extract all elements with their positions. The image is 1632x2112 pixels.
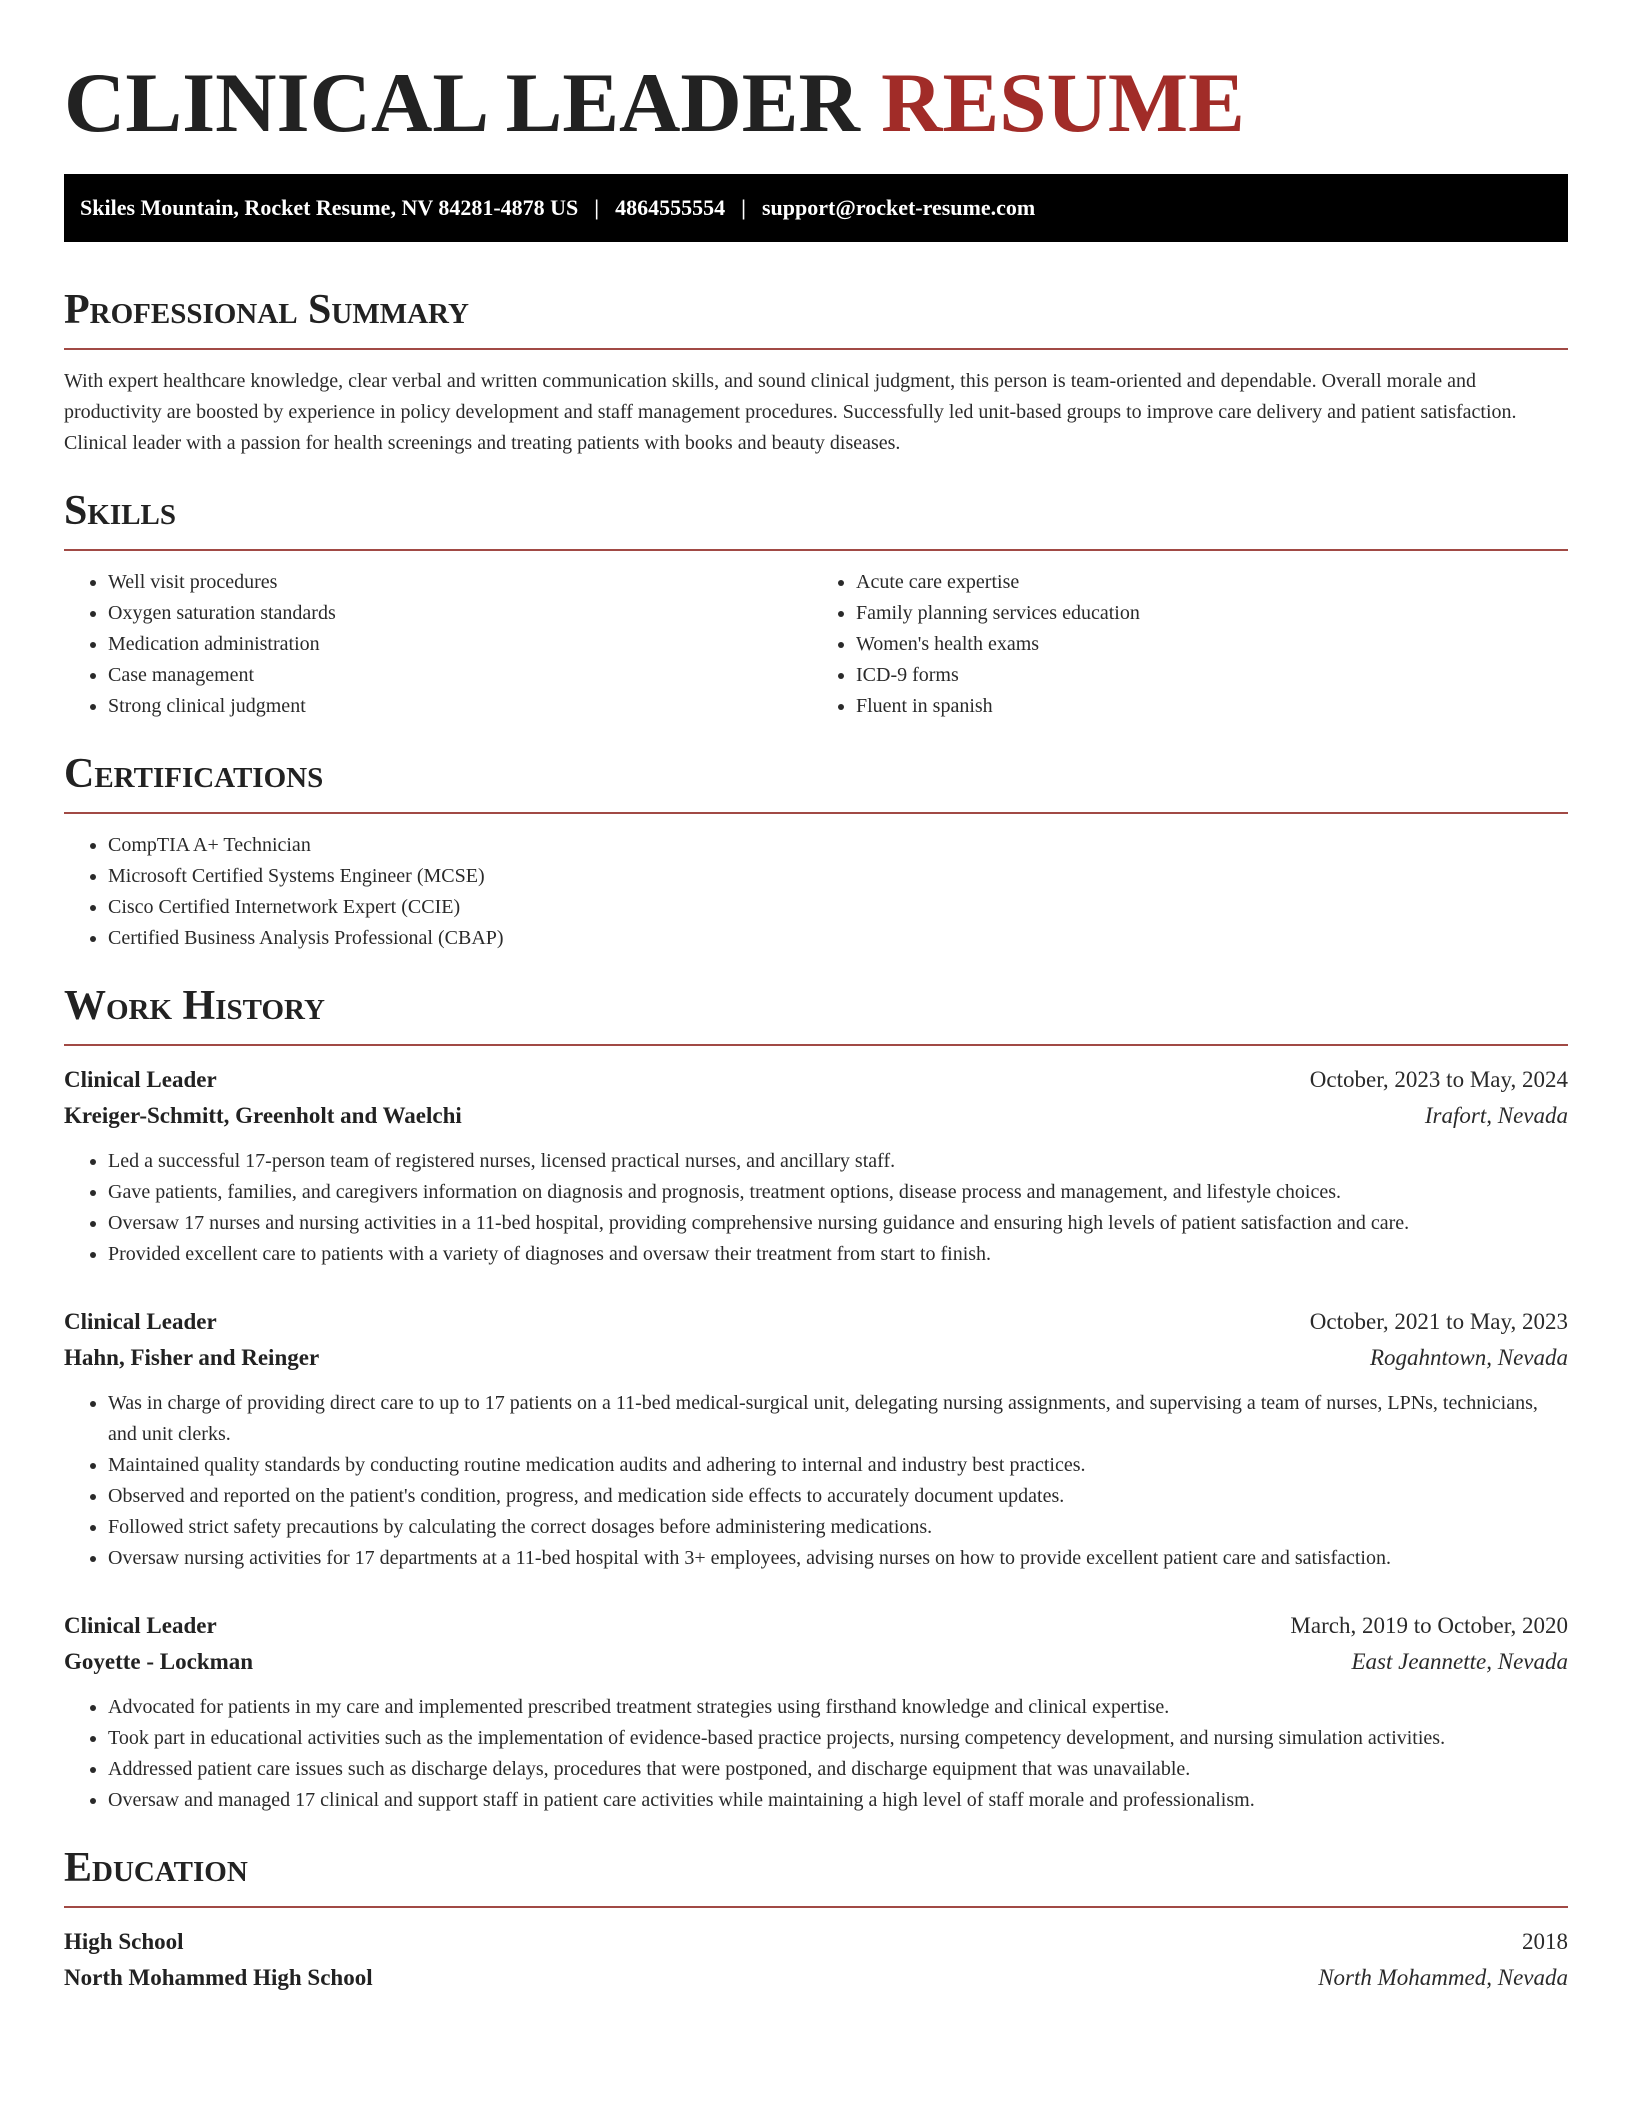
job-duty: • Was in charge of providing direct care to up to 17 patients on a 11-bed medical-surgical unit, delegating nursing assignments, and supervising a team of nurses, LPNs, technicians, and unit clerks. bbox=[108, 1388, 1568, 1450]
job-duty: • Led a successful 17-person team of registered nurses, licensed practical nurses, and ancillary staff. bbox=[108, 1146, 1568, 1177]
job-duty: • Maintained quality standards by conducting routine medication audits and adhering to internal and industry best practices. bbox=[108, 1450, 1568, 1481]
certification-item: • Microsoft Certified Systems Engineer (MCSE) bbox=[108, 861, 1568, 892]
job-entry bbox=[64, 1304, 1568, 1574]
job-dates: October, 2021 to May, 2023 bbox=[1309, 1309, 1568, 1334]
certifications-section bbox=[64, 750, 1568, 954]
job-duty: • Oversaw and managed 17 clinical and support staff in patient care activities while maintaining a high level of staff morale and professionalism. bbox=[108, 1785, 1568, 1816]
education-school: North Mohammed High School bbox=[64, 1965, 373, 1990]
job-company: Kreiger-Schmitt, Greenholt and Waelchi bbox=[64, 1103, 462, 1128]
job-company-row bbox=[64, 1340, 1568, 1376]
job-duties-list bbox=[64, 1388, 1568, 1574]
contact-separator: | bbox=[741, 195, 746, 220]
summary-text: With expert healthcare knowledge, clear verbal and written communication skills, and sound clinical judgment, this person is team-oriented and dependable. Overall morale and productivity are boosted by experience in policy development and staff management procedures. Successfully led unit-based groups to improve care delivery and patient satisfaction. Clinical leader with a passion for health screenings and treating patients with books and beauty diseases. bbox=[64, 370, 1517, 454]
job-title: Clinical Leader bbox=[64, 1309, 217, 1334]
certification-item: • Certified Business Analysis Professional (CBAP) bbox=[108, 923, 1568, 954]
job-duty: • Advocated for patients in my care and implemented prescribed treatment strategies using firsthand knowledge and clinical expertise. bbox=[108, 1692, 1568, 1723]
job-dates: October, 2023 to May, 2024 bbox=[1309, 1067, 1568, 1092]
certification-item: • CompTIA A+ Technician bbox=[108, 830, 1568, 861]
skills-heading: Skills bbox=[64, 487, 1568, 551]
job-duty: • Followed strict safety precautions by calculating the correct dosages before administering medications. bbox=[108, 1512, 1568, 1543]
contact-phone: 4864555554 bbox=[615, 195, 726, 220]
certifications-heading: Certifications bbox=[64, 750, 1568, 814]
education-school-row bbox=[64, 1960, 1568, 1996]
education-location: North Mohammed, Nevada bbox=[1318, 1965, 1568, 1990]
skill-item: • ICD-9 forms bbox=[856, 660, 1568, 691]
job-company-row bbox=[64, 1098, 1568, 1134]
job-title: Clinical Leader bbox=[64, 1067, 217, 1092]
title-accent: RESUME bbox=[881, 56, 1245, 150]
skills-section bbox=[64, 487, 1568, 722]
skill-item: • Acute care expertise bbox=[856, 567, 1568, 598]
skill-item: • Medication administration bbox=[108, 629, 816, 660]
job-duty: • Oversaw nursing activities for 17 departments at a 11-bed hospital with 3+ employees, advising nurses on how to provide excellent patient care and satisfaction. bbox=[108, 1543, 1568, 1574]
job-duty: • Addressed patient care issues such as discharge delays, procedures that were postponed, and discharge equipment that was unavailable. bbox=[108, 1754, 1568, 1785]
job-title-row bbox=[64, 1062, 1568, 1098]
education-section bbox=[64, 1844, 1568, 1996]
skill-item: • Family planning services education bbox=[856, 598, 1568, 629]
job-title-row bbox=[64, 1608, 1568, 1644]
job-location: East Jeannette, Nevada bbox=[1351, 1649, 1568, 1674]
job-location: Rogahntown, Nevada bbox=[1369, 1345, 1568, 1370]
skill-item: • Fluent in spanish bbox=[856, 691, 1568, 722]
job-company: Goyette - Lockman bbox=[64, 1649, 254, 1674]
contact-bar bbox=[64, 174, 1568, 242]
job-duty: • Oversaw 17 nurses and nursing activities in a 11-bed hospital, providing comprehensive nursing guidance and ensuring high levels of patient satisfaction and care. bbox=[108, 1208, 1568, 1239]
job-title-row bbox=[64, 1304, 1568, 1340]
summary-section bbox=[64, 286, 1568, 459]
skills-list-left bbox=[64, 567, 816, 722]
skill-item: • Strong clinical judgment bbox=[108, 691, 816, 722]
education-degree: High School bbox=[64, 1929, 184, 1954]
contact-separator: | bbox=[594, 195, 600, 220]
job-location: Irafort, Nevada bbox=[1424, 1103, 1568, 1128]
certification-item: • Cisco Certified Internetwork Expert (CCIE) bbox=[108, 892, 1568, 923]
job-duty: • Provided excellent care to patients with a variety of diagnoses and oversaw their treatment from start to finish. bbox=[108, 1239, 1568, 1270]
skill-item: • Case management bbox=[108, 660, 816, 691]
job-duties-list bbox=[64, 1146, 1568, 1270]
job-company: Hahn, Fisher and Reinger bbox=[64, 1345, 320, 1370]
skills-list-right bbox=[816, 567, 1568, 722]
contact-address: Skiles Mountain, Rocket Resume, NV 84281-4878 US bbox=[80, 195, 579, 220]
resume-title bbox=[64, 54, 1568, 152]
title-main: CLINICAL LEADER bbox=[64, 56, 860, 150]
contact-email: support@rocket-resume.com bbox=[762, 195, 1036, 220]
job-duties-list bbox=[64, 1692, 1568, 1816]
education-degree-row bbox=[64, 1924, 1568, 1960]
education-heading: Education bbox=[64, 1844, 1568, 1908]
work-history-section bbox=[64, 982, 1568, 1816]
education-entry bbox=[64, 1924, 1568, 1996]
skill-item: • Women's health exams bbox=[856, 629, 1568, 660]
job-duty: • Took part in educational activities such as the implementation of evidence-based practice projects, nursing competency development, and nursing simulation activities. bbox=[108, 1723, 1568, 1754]
job-entry bbox=[64, 1608, 1568, 1816]
skill-item: • Well visit procedures bbox=[108, 567, 816, 598]
job-company-row bbox=[64, 1644, 1568, 1680]
job-entry bbox=[64, 1062, 1568, 1270]
job-duty: • Observed and reported on the patient's condition, progress, and medication side effects to accurately document updates. bbox=[108, 1481, 1568, 1512]
skill-item: • Oxygen saturation standards bbox=[108, 598, 816, 629]
job-dates: March, 2019 to October, 2020 bbox=[1290, 1613, 1568, 1638]
skills-grid bbox=[64, 551, 1568, 722]
job-title: Clinical Leader bbox=[64, 1613, 217, 1638]
education-year: 2018 bbox=[1522, 1929, 1568, 1954]
certifications-list bbox=[64, 830, 1568, 954]
summary-heading: Professional Summary bbox=[64, 286, 1568, 350]
work-history-heading: Work History bbox=[64, 982, 1568, 1046]
job-duty: • Gave patients, families, and caregivers information on diagnosis and prognosis, treatment options, disease process and management, and lifestyle choices. bbox=[108, 1177, 1568, 1208]
